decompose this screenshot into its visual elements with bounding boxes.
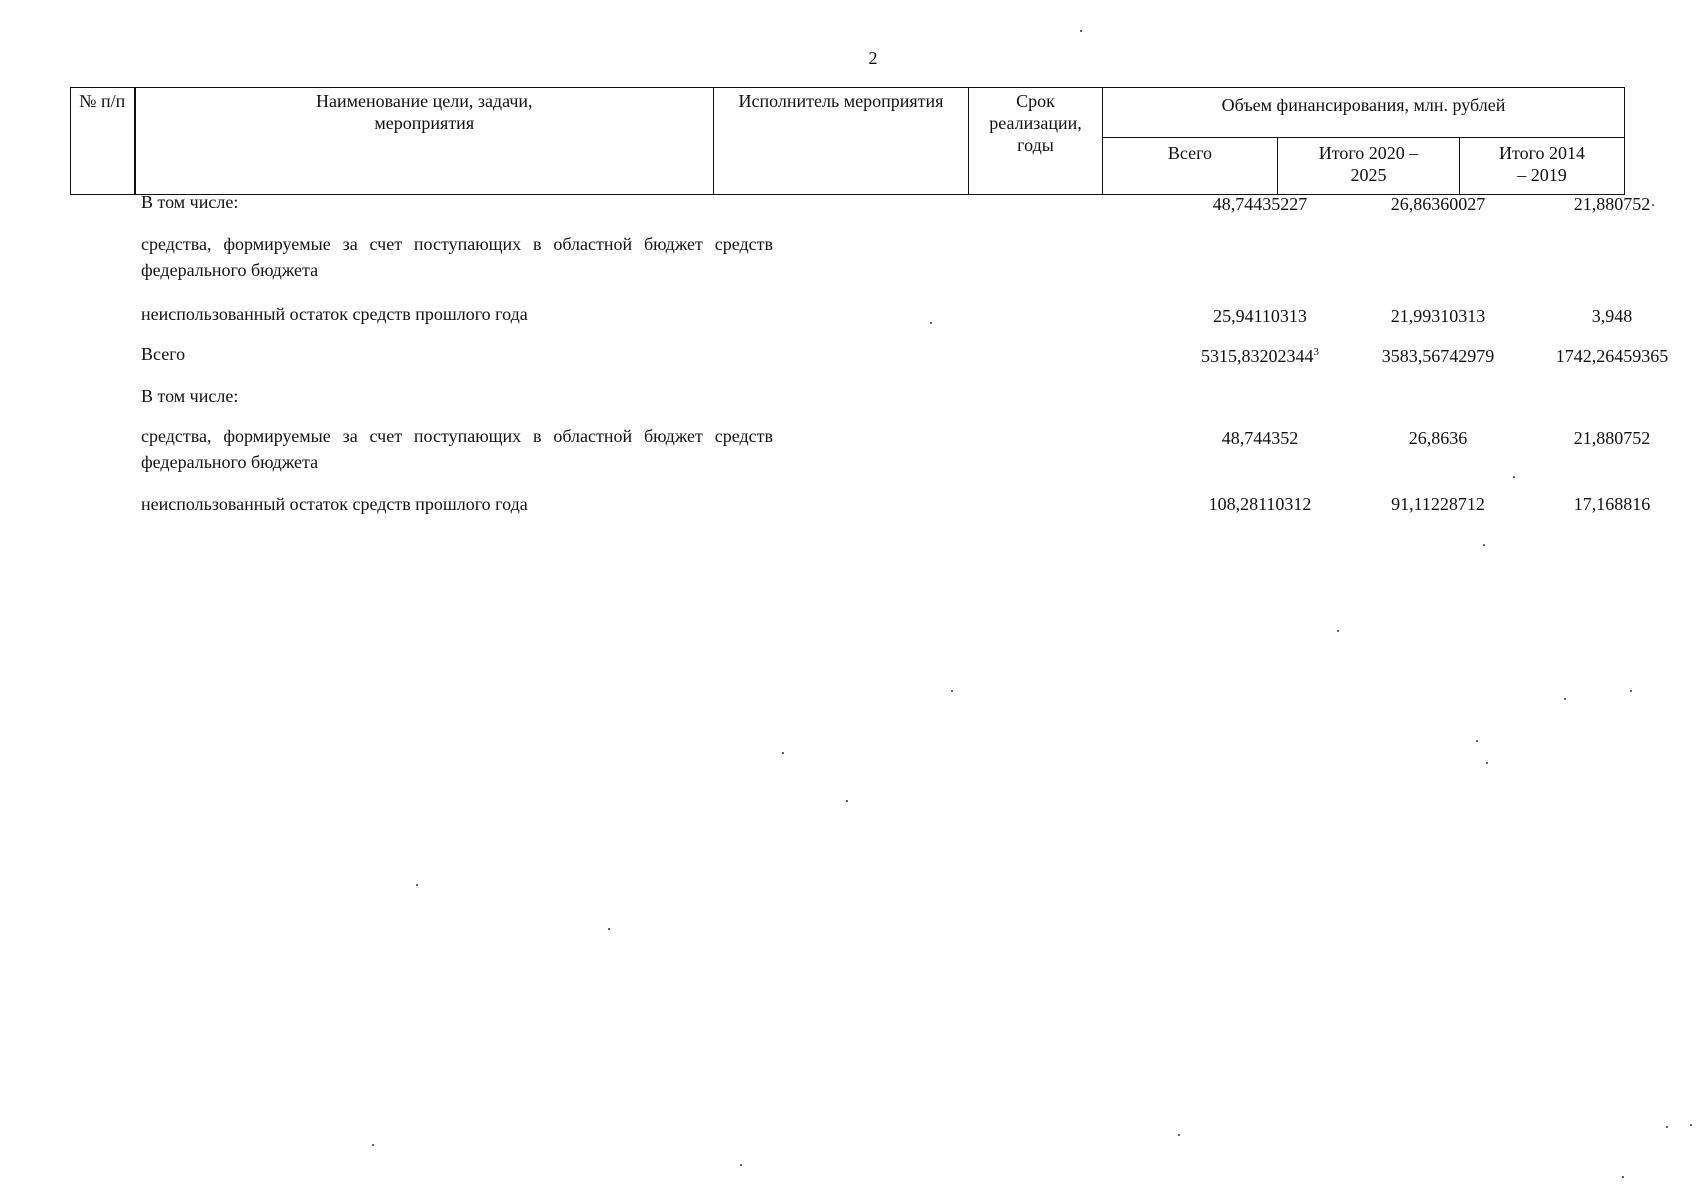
header-financing: Объем финансирования, млн. рублей bbox=[1103, 88, 1625, 138]
scan-speck bbox=[1337, 630, 1339, 632]
scan-speck bbox=[951, 690, 953, 692]
scan-speck bbox=[608, 928, 610, 930]
scan-speck bbox=[1483, 544, 1485, 546]
cell-total: 48,74435227 bbox=[1212, 194, 1308, 214]
scan-speck bbox=[782, 752, 784, 754]
page-number: 2 bbox=[868, 48, 878, 68]
cell-itogo-2014-2019: 21,880752 bbox=[1573, 428, 1651, 448]
cell-itogo-2020-2025: 21,99310313 bbox=[1390, 306, 1486, 326]
scan-speck bbox=[1564, 698, 1566, 700]
cell-itogo-2020-2025: 26,86360027 bbox=[1390, 194, 1486, 214]
cell-total: 25,94110313 bbox=[1213, 306, 1307, 326]
scan-speck bbox=[930, 322, 932, 324]
scan-speck bbox=[416, 884, 418, 886]
scan-speck bbox=[846, 800, 848, 802]
footnote-marker: 3 bbox=[1313, 346, 1319, 358]
row-label: средства, формируемые за счет поступающих в областной бюджет средств федерального бюджета bbox=[141, 426, 773, 472]
cell-itogo-2014-2019: 1742,26459365 bbox=[1555, 346, 1669, 366]
scan-speck bbox=[1630, 690, 1632, 692]
row-label: В том числе: bbox=[141, 192, 239, 212]
cell-total: 108,28110312 bbox=[1208, 494, 1312, 514]
cell-total-value: 5315,83202344 bbox=[1201, 346, 1314, 366]
scan-speck bbox=[1622, 1176, 1624, 1178]
row-label: средства, формируемые за счет поступающих в областной бюджет средств федерального бюджета bbox=[141, 234, 773, 280]
scan-speck bbox=[1690, 1124, 1692, 1126]
row-label: неиспользованный остаток средств прошлого года bbox=[141, 494, 528, 514]
scan-speck bbox=[372, 1144, 374, 1146]
row-label: неиспользованный остаток средств прошлого года bbox=[141, 304, 528, 324]
header-total: Всего bbox=[1103, 138, 1278, 195]
table-header bbox=[70, 87, 1625, 195]
cell-itogo-2014-2019: 3,948 bbox=[1591, 306, 1633, 326]
scan-speck bbox=[1652, 204, 1654, 206]
header-itogo-2020-2025: Итого 2020 – 2025 bbox=[1278, 138, 1460, 195]
header-executor: Исполнитель мероприятия bbox=[714, 88, 969, 195]
header-num: № п/п bbox=[71, 88, 135, 195]
scan-speck bbox=[1513, 476, 1515, 478]
scan-speck bbox=[1666, 1126, 1668, 1128]
scan-speck bbox=[1476, 740, 1478, 742]
cell-itogo-2014-2019: 17,168816 bbox=[1573, 494, 1651, 514]
cell-total: 48,744352 bbox=[1221, 428, 1299, 448]
row-label: Всего bbox=[141, 344, 186, 364]
cell-itogo-2020-2025: 26,8636 bbox=[1408, 428, 1468, 448]
scan-speck bbox=[1178, 1134, 1180, 1136]
scan-speck bbox=[1080, 30, 1082, 32]
header-name: Наименование цели, задачи, мероприятия bbox=[135, 88, 714, 195]
cell-itogo-2020-2025: 3583,56742979 bbox=[1381, 346, 1495, 366]
scan-speck bbox=[1486, 762, 1488, 764]
scan-speck bbox=[740, 1164, 742, 1166]
header-itogo-2014-2019: Итого 2014 – 2019 bbox=[1460, 138, 1625, 195]
cell-itogo-2020-2025: 91,11228712 bbox=[1391, 494, 1485, 514]
row-label: В том числе: bbox=[141, 386, 239, 406]
header-term: Срок реализации, годы bbox=[969, 88, 1103, 195]
cell-itogo-2014-2019: 21,880752 bbox=[1573, 194, 1651, 214]
